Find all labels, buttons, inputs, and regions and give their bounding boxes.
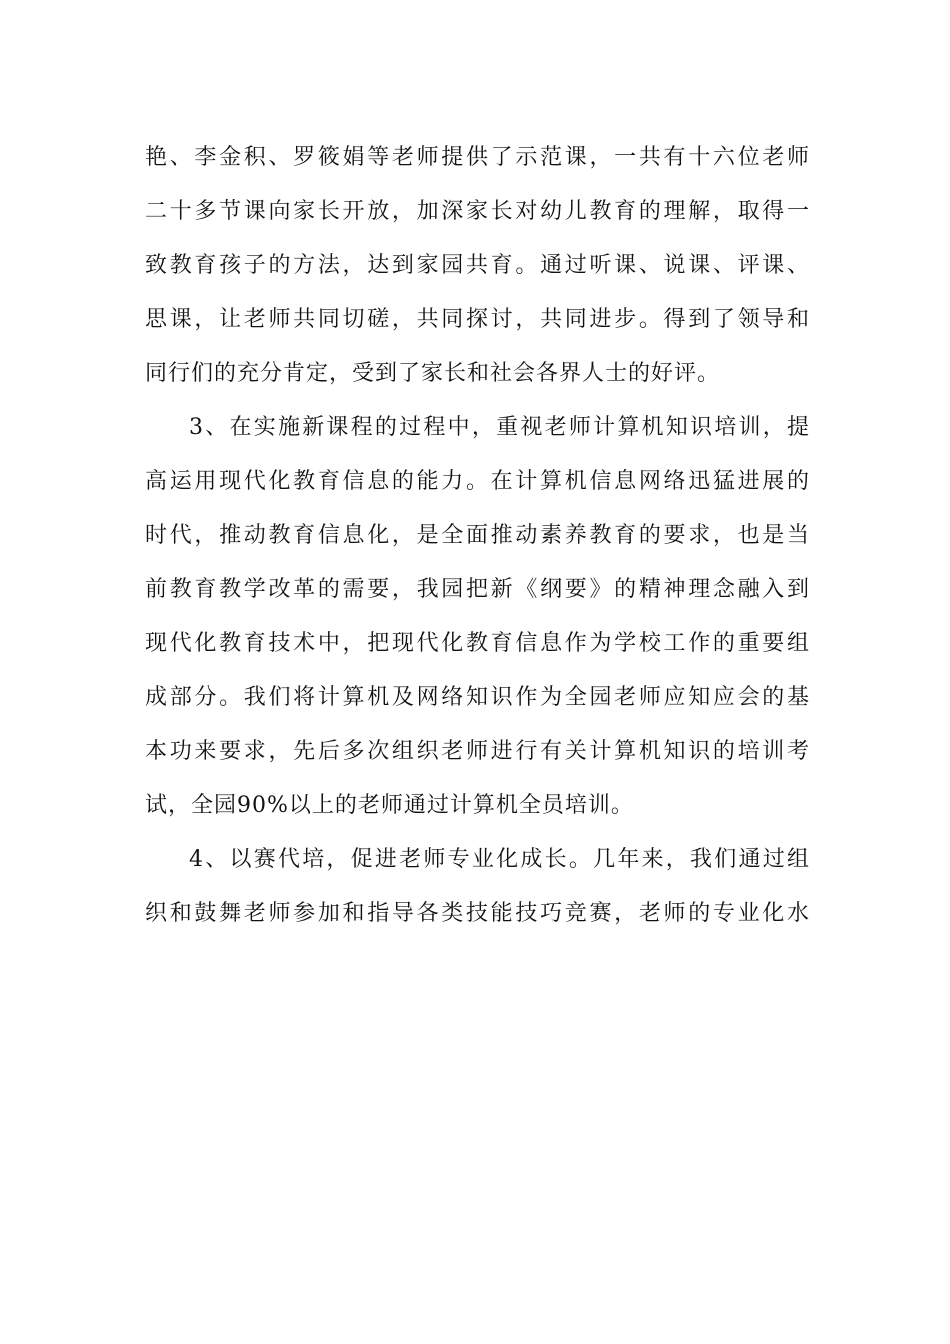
text-line-5: 同行们的充分肯定，受到了家长和社会各界人士的好评。 (145, 361, 721, 386)
text-line-11: 成部分。我们将计算机及网络知识作为全园老师应知应会的基 (145, 685, 810, 710)
text-line-7: 高运用现代化教育信息的能力。在计算机信息网络迅猛进展的 (145, 469, 810, 494)
text-line-2: 二十多节课向家长开放，加深家长对幼儿教育的理解，取得一 (145, 199, 810, 224)
text-line-8: 时代，推动教育信息化，是全面推动素养教育的要求，也是当 (145, 523, 810, 548)
text-line-4: 思课，让老师共同切磋，共同探讨，共同进步。得到了领导和 (145, 307, 810, 332)
text-line-14: 4、以赛代培，促进老师专业化成长。几年来，我们通过组 (189, 847, 810, 872)
text-line-15: 织和鼓舞老师参加和指导各类技能技巧竞赛，老师的专业化水 (145, 901, 810, 926)
text-line-9: 前教育教学改革的需要，我园把新《纲要》的精神理念融入到 (145, 577, 810, 602)
document-body (145, 131, 810, 941)
text-line-3: 致教育孩子的方法，达到家园共育。通过听课、说课、评课、 (145, 253, 810, 278)
text-line-1: 艳、李金积、罗筱娟等老师提供了示范课，一共有十六位老师 (145, 145, 810, 170)
text-line-13: 试，全园90%以上的老师通过计算机全员培训。 (145, 793, 634, 818)
text-line-12: 本功来要求，先后多次组织老师进行有关计算机知识的培训考 (145, 739, 810, 764)
text-line-10: 现代化教育技术中，把现代化教育信息作为学校工作的重要组 (145, 631, 810, 656)
text-line-6: 3、在实施新课程的过程中，重视老师计算机知识培训，提 (189, 415, 810, 440)
